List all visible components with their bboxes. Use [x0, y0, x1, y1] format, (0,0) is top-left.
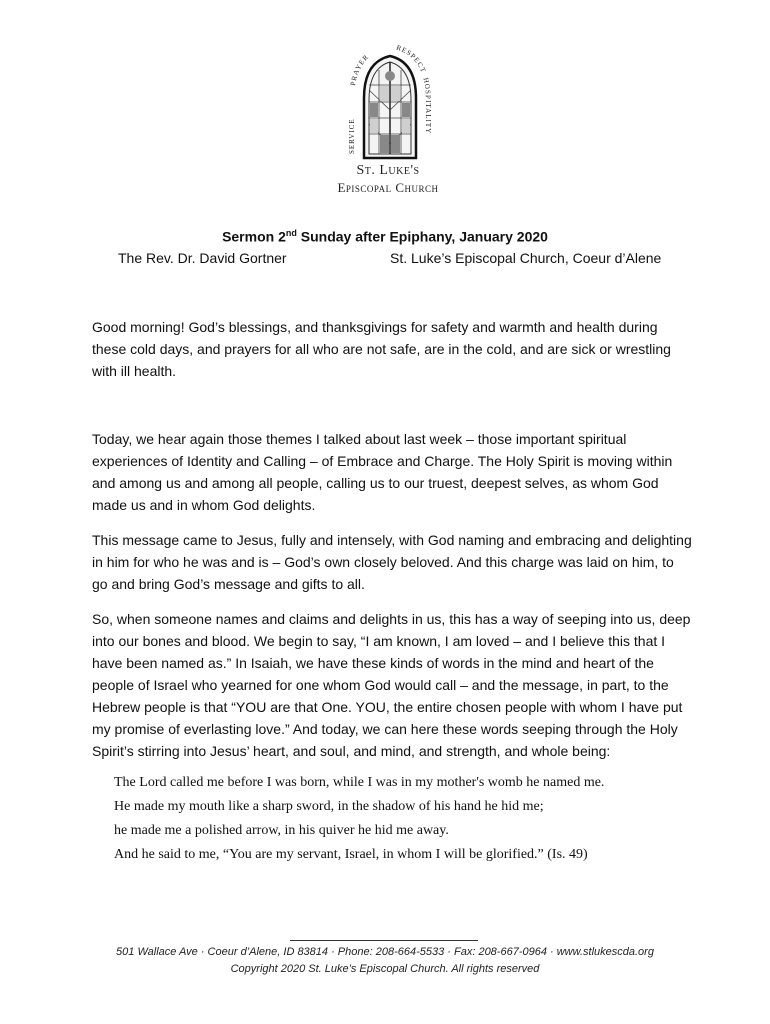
paragraph-jesus-message: This message came to Jesus, fully and intensely, with God naming and embracing and delighting in him for who he was and is – God’s own closely beloved. And this charge was laid on him, to go and bring God’s message and gifts to all. — [92, 532, 692, 592]
church-location: St. Luke’s Episcopal Church, Coeur d’Alene — [390, 250, 662, 266]
footer-divider — [290, 940, 478, 941]
church-name-line2: Episcopal Church — [337, 180, 439, 195]
scripture-quote — [114, 771, 694, 867]
sermon-title — [0, 228, 770, 245]
quote-line: And he said to me, “You are my servant, Israel, in whom I will be glorified.” (Is. 49) — [114, 847, 588, 862]
paragraph-greeting: Good morning! God’s blessings, and thanksgivings for safety and warmth and health during these cold days, and prayers for all who are not safe, are in the cold, and are sick or wrestling with ill health. — [92, 319, 671, 379]
paragraph-themes: Today, we hear again those themes I talked about last week – those important spiritual experiences of Identity and Calling – of Embrace and Charge. The Holy Spirit is moving within and among us and among all people, calling us to our truest, deepest selves, as whom God made us and in whom God delights. — [92, 431, 673, 513]
title-ordinal: nd — [285, 228, 297, 238]
stained-glass-window-icon — [334, 40, 446, 165]
footer-copyright: Copyright 2020 St. Luke’s Episcopal Church. All rights reserved — [230, 963, 540, 975]
logo-word-hospitality: HOSPITALITY — [421, 76, 433, 135]
quote-line: he made me a polished arrow, in his quiver he hid me away. — [114, 823, 449, 838]
logo-word-prayer: PRAYER — [349, 52, 371, 87]
title-main: Sermon 2 — [222, 228, 286, 245]
quote-line: He made my mouth like a sharp sword, in the shadow of his hand he hid me; — [114, 799, 544, 814]
svg-text:HOSPITALITY — [422, 77, 432, 134]
author-name: The Rev. Dr. David Gortner — [118, 250, 287, 266]
footer-address: 501 Wallace Ave · Coeur d’Alene, ID 83814 · Phone: 208-664-5533 · Fax: 208-667-0964 · www.stlukescda.org — [116, 946, 654, 958]
logo-word-respect: RESPECT — [395, 43, 428, 75]
paragraph-naming: So, when someone names and claims and delights in us, this has a way of seeping into us, deep into our bones and blood. We begin to say, “I am known, I am loved – and I believe this that I have been named as.” In Isaiah, we have these kinds of words in the mind and heart of the people of Israel who yearned for one whom God would call – and the message, in part, to the Hebrew people is that “YOU are that One. YOU, the entire chosen people with whom I have put my promise of everlasting love.” And today, we can here these words seeping through the Holy Spirit’s stirring into Jesus’ heart, and soul, and mind, and strength, and whole being: — [92, 611, 691, 759]
church-name-line1: St. Luke's — [356, 163, 420, 178]
title-rest: Sunday after Epiphany, January 2020 — [296, 228, 548, 245]
church-name — [318, 162, 458, 196]
svg-text:SERVICE — [348, 118, 356, 154]
quote-line: The Lord called me before I was born, while I was in my mother's womb he named me. — [114, 775, 605, 790]
logo-word-service: SERVICE — [348, 118, 356, 154]
